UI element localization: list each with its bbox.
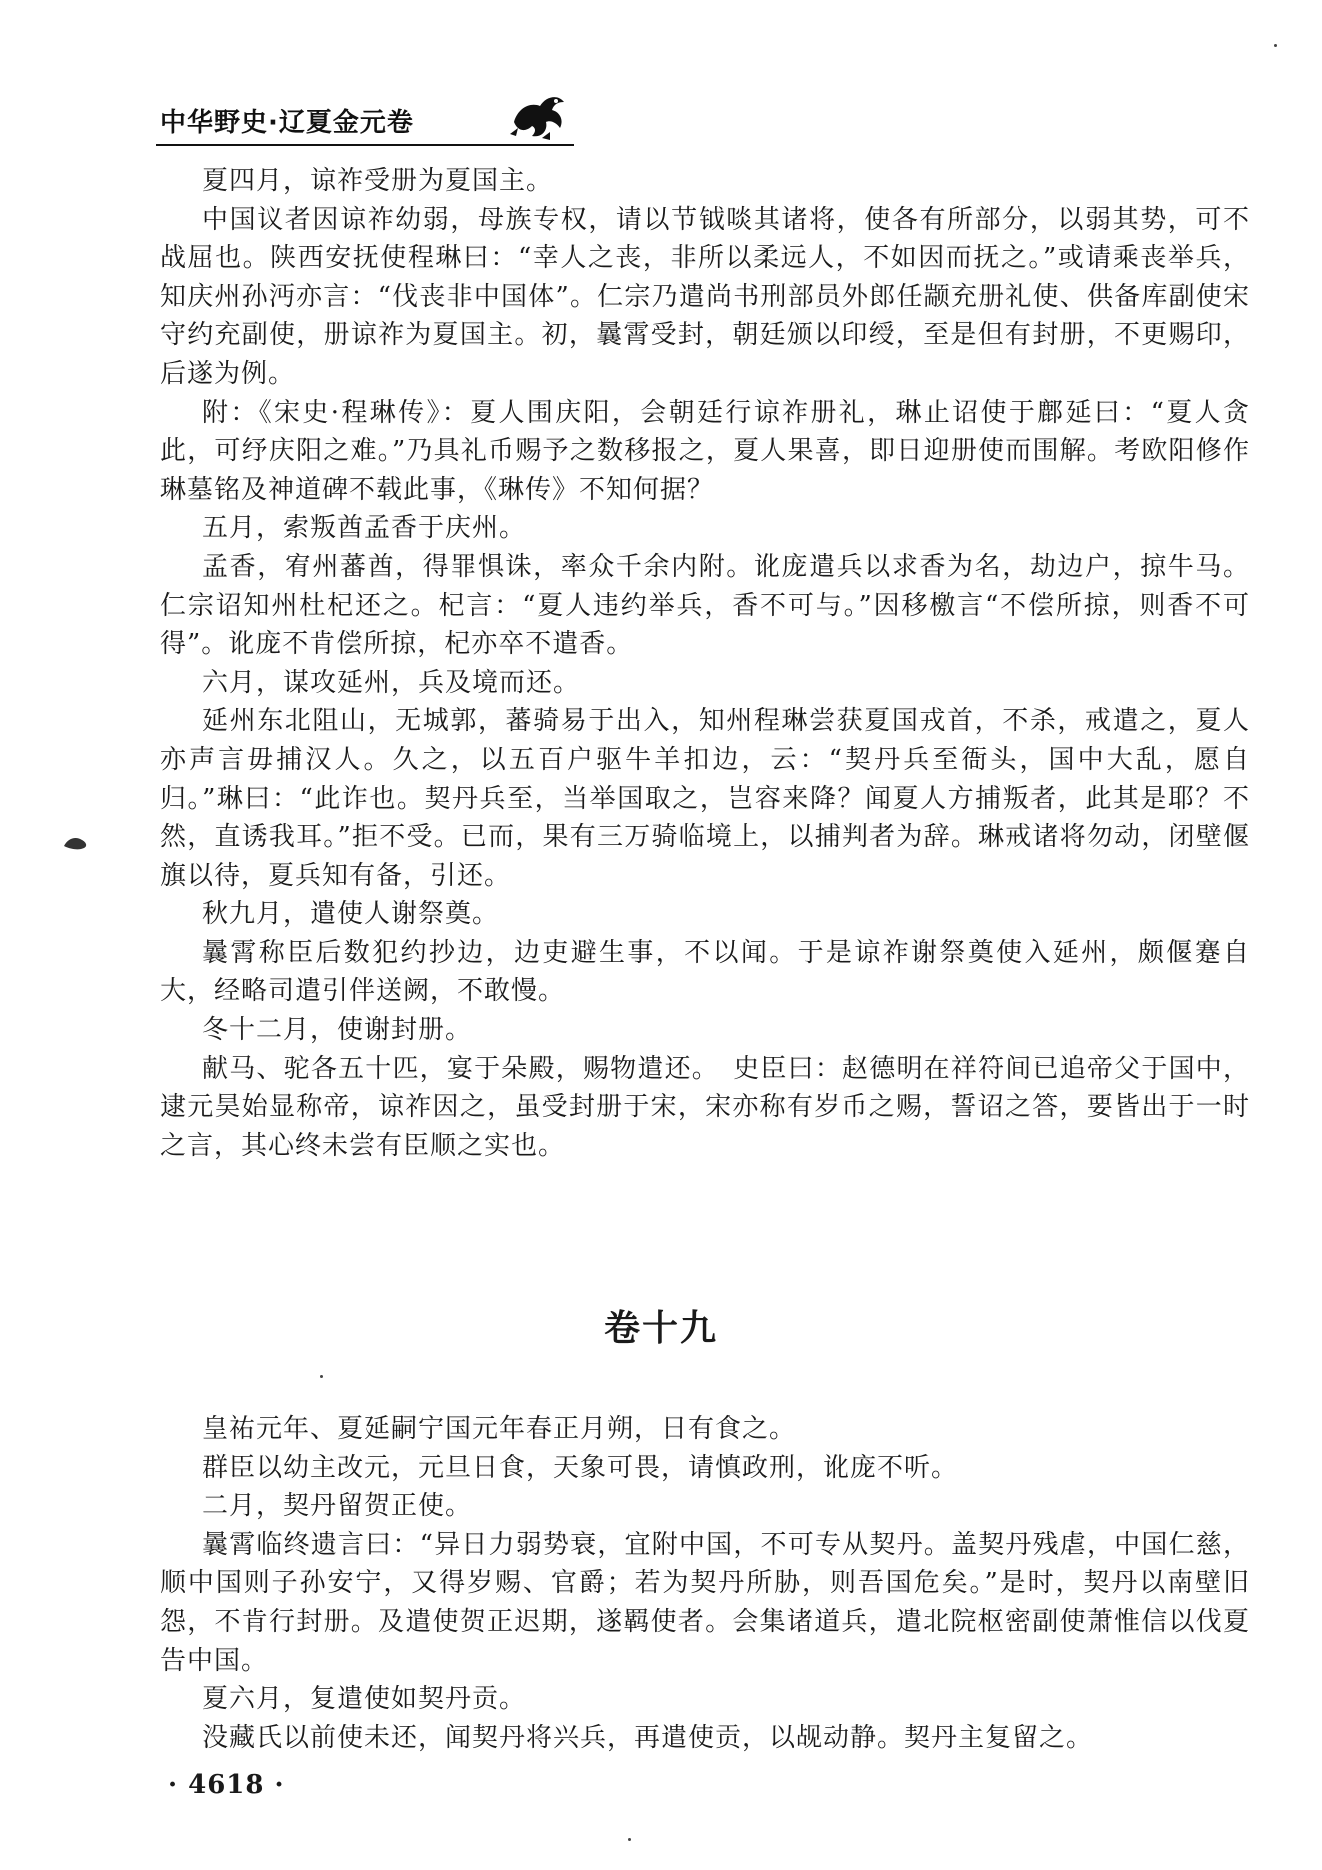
paragraph: 群臣以幼主改元，元旦日食，天象可畏，请慎政刑，讹庞不听。	[202, 1452, 959, 1483]
ink-smudge	[62, 832, 90, 854]
body-text	[160, 162, 1250, 1165]
scan-speck	[628, 1838, 631, 1841]
paragraph: 延州东北阻山，无城郭，蕃骑易于出入，知州程琳尝获夏国戎首，不杀，戒遣之，夏人亦声言毋捕汉人。久之，以五百户驱牛羊扣边，云：“契丹兵至衙头，国中大乱，愿自归。”琳曰：“此诈也。契丹兵至，当举国取之，岂容来降？闻夏人方捕叛者，此其是耶？不然，直诱我耳。”拒不受。已而，果有三万骑临境上，以捕判者为辞。琳戒诸将勿动，闭壁偃旗以待，夏兵知有备，引还。	[160, 706, 1250, 891]
paragraph: 附：《宋史·程琳传》：夏人围庆阳，会朝廷行谅祚册礼，琳止诏使于鄜延曰：“夏人贪此，可纾庆阳之难。”乃具礼币赐予之数移报之，夏人果喜，即日迎册使而围解。考欧阳修作琳墓铭及神道碑不载此事，《琳传》不知何据？	[160, 397, 1250, 505]
chapter-title: 卷十九	[603, 1308, 718, 1349]
paragraph: 曩霄称臣后数犯约抄边，边吏避生事，不以闻。于是谅祚谢祭奠使入延州，颇偃蹇自大，经略司遣引伴送阙，不敢慢。	[160, 937, 1250, 1007]
book-title: 中华野史·辽夏金元卷	[160, 108, 414, 138]
paragraph: 皇祐元年、夏延嗣宁国元年春正月朔，日有食之。	[202, 1414, 797, 1444]
paragraph: 孟香，宥州蕃酋，得罪惧诛，率众千余内附。讹庞遣兵以求香为名，劫边户，掠牛马。仁宗诏知州杜杞还之。杞言：“夏人违约举兵，香不可与。”因移檄言“不偿所掠，则香不可得”。讹庞不肯偿所掠，杞亦卒不遣香。	[160, 551, 1250, 660]
dragon-emblem-icon	[506, 88, 570, 142]
chapter-body	[160, 1410, 1250, 1757]
paragraph: 二月，契丹留贺正使。	[202, 1491, 473, 1522]
paragraph: 中国议者因谅祚幼弱，母族专权，请以节钺啖其诸将，使各有所部分，以弱其势，可不战屈也。陕西安抚使程琳曰：“幸人之丧，非所以柔远人，不如因而抚之。”或请乘丧举兵，知庆州孙沔亦言：“伐丧非中国体”。仁宗乃遣尚书刑部员外郎任颛充册礼使、供备库副使宋守约充副使，册谅祚为夏国主。初，曩霄受封，朝廷颁以印绶，至是但有封册，不更赐印，后遂为例。	[160, 204, 1250, 389]
paragraph: 冬十二月，使谢封册。	[202, 1015, 473, 1046]
scan-speck	[320, 1375, 323, 1378]
page-number: · 4618 ·	[168, 1770, 285, 1800]
paragraph: 秋九月，遣使人谢祭奠。	[202, 899, 500, 930]
paragraph: 六月，谋攻延州，兵及境而还。	[202, 667, 581, 698]
paragraph: 夏六月，复遣使如契丹贡。	[202, 1684, 527, 1715]
paragraph: 五月，索叛酋孟香于庆州。	[202, 513, 527, 544]
scan-speck	[1274, 44, 1277, 47]
paragraph: 没藏氏以前使未还，闻契丹将兴兵，再遣使贡，以觇动静。契丹主复留之。	[202, 1722, 1094, 1753]
paragraph: 献马、驼各五十匹，宴于朵殿，赐物遣还。 史臣曰：赵德明在祥符间已追帝父于国中，逮元昊始显称帝，谅祚因之，虽受封册于宋，宋亦称有岁币之赐，誓诏之答，要皆出于一时之言，其心终未尝有臣顺之实也。	[160, 1053, 1250, 1161]
paragraph: 曩霄临终遗言曰：“异日力弱势衰，宜附中国，不可专从契丹。盖契丹残虐，中国仁慈，顺中国则子孙安宁，又得岁赐、官爵；若为契丹所胁，则吾国危矣。”是时，契丹以南壁旧怨，不肯行封册。及遣使贺正迟期，遂羁使者。会集诸道兵，遣北院枢密副使萧惟信以伐夏告中国。	[160, 1529, 1250, 1676]
header-rule	[156, 144, 574, 146]
running-header	[156, 84, 574, 148]
paragraph: 夏四月，谅祚受册为夏国主。	[202, 166, 554, 196]
